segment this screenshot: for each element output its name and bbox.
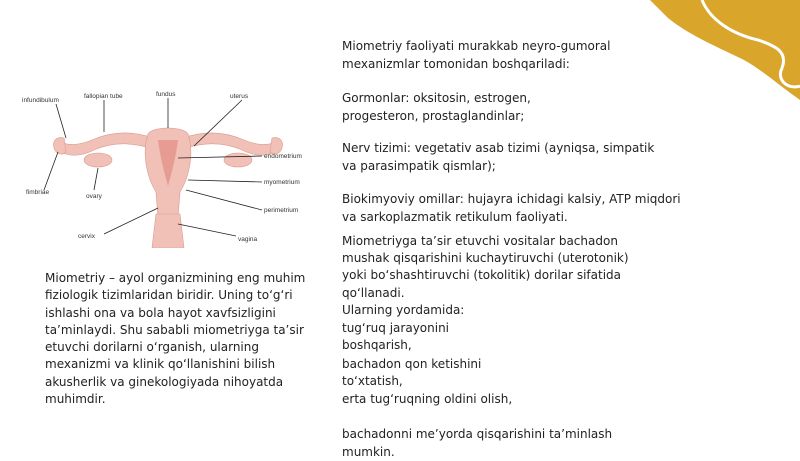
text-line: qo‘llanadi. [342,285,662,302]
text-line: mushak qisqarishini kuchaytiruvchi (uterotonik) [342,250,662,267]
decorative-shape [650,0,800,110]
text-line: Biokimyoviy omillar: hujayra ichidagi kalsiy, ATP miqdori [342,191,662,209]
biochem-item [342,191,662,226]
label-fallopian-tube: fallopian tube [84,93,123,100]
label-uterus: uterus [230,93,249,100]
left-ovary [84,153,112,167]
text-line: mexanizmi va klinik qo‘llanishini bilish [45,356,320,373]
hormones-item [342,90,662,125]
text-line: Gormonlar: oksitosin, estrogen, [342,90,662,108]
label-endometrium: endometrium [264,153,302,160]
right-fallopian-tube [183,133,275,155]
use-item-3 [342,391,662,409]
text-line: ta’minlaydi. Shu sababli miometriyga ta’sir [45,322,320,339]
text-line: Miometriy – ayol organizmining eng muhim [45,270,320,287]
text-line: bachadon qon ketishini [342,356,662,373]
label-cervix: cervix [78,233,96,240]
drugs-paragraph [342,233,662,319]
vagina-shape [152,214,184,248]
left-fimbriae [53,138,66,154]
text-line: fiziologik tizimlaridan biridir. Uning to‘g‘ri [45,287,320,304]
text-line: ishlashi ona va bola hayot xavfsizligini [45,305,320,322]
text-line: Miometriyga ta’sir etuvchi vositalar bachadon [342,233,662,250]
use-item-4 [342,426,662,461]
text-line: etuvchi dorilarni o‘rganish, ularning [45,339,320,356]
text-line: Nerv tizimi: vegetativ asab tizimi (ayniqsa, simpatik [342,140,662,158]
text-line: va parasimpatik qismlar); [342,158,662,176]
text-line: boshqarish, [342,337,662,354]
text-line: va sarkoplazmatik retikulum faoliyati. [342,209,662,227]
label-fimbriae: fimbriae [26,189,50,196]
left-fallopian-tube [61,133,153,155]
right-fimbriae [270,138,283,154]
text-line: tug‘ruq jarayonini [342,320,662,337]
text-line: mumkin. [342,444,662,461]
text-line: mexanizmlar tomonidan boshqariladi: [342,56,662,74]
text-line: Ularning yordamida: [342,302,662,319]
label-fundus: fundus [156,91,176,98]
text-line: bachadonni me’yorda qisqarishini ta’minlash [342,426,662,444]
text-line: yoki bo‘shashtiruvchi (tokolitik) dorilar sifatida [342,267,662,284]
label-myometrium: myometrium [264,179,300,186]
text-line: muhimdir. [45,391,320,408]
use-item-2 [342,356,662,390]
intro-paragraph [45,270,320,408]
regulation-intro [342,38,662,73]
text-line: progesteron, prostaglandinlar; [342,108,662,126]
label-vagina: vagina [238,236,258,243]
text-line: akusherlik va ginekologiyada nihoyatda [45,374,320,391]
text-line: to‘xtatish, [342,373,662,390]
uterus-anatomy-diagram [18,86,318,248]
use-item-1 [342,320,662,354]
label-perimetrium: perimetrium [264,207,298,214]
text-line: Miometriy faoliyati murakkab neyro-gumoral [342,38,662,56]
label-ovary: ovary [86,193,103,200]
label-infundibulum: infundibulum [22,97,59,104]
nerves-item [342,140,662,175]
right-ovary [224,153,252,167]
text-line: erta tug‘ruqning oldini olish, [342,391,662,409]
